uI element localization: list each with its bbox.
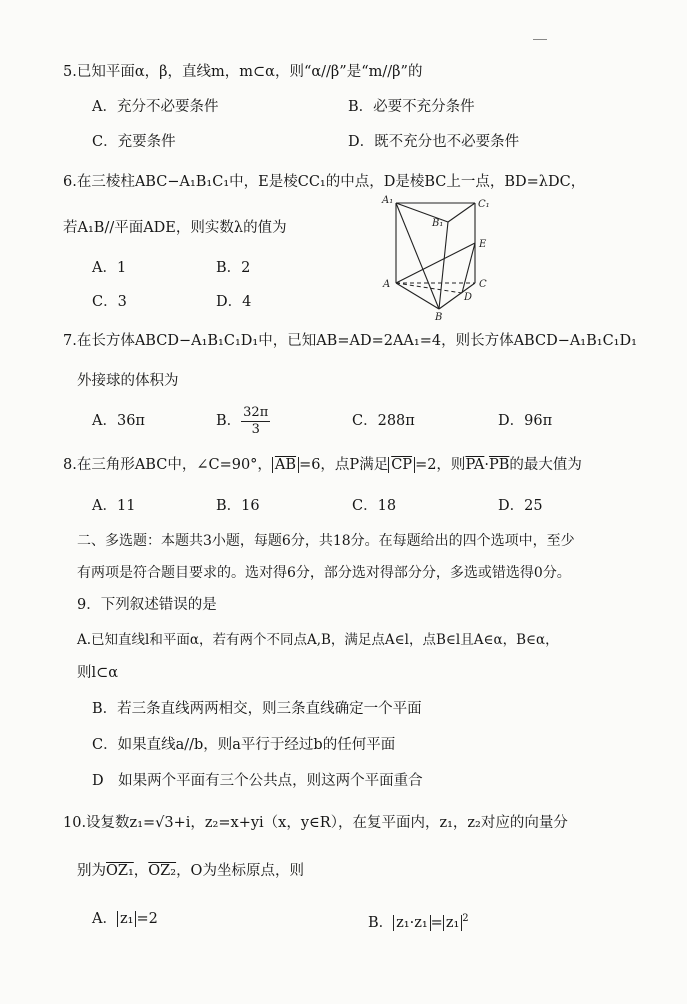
q8-stem-part1: 8.在三角形ABC中，∠C=90°，	[63, 457, 272, 473]
q9-option-a-line1: A.已知直线l和平面α，若有两个不同点A,B，满足点A∈l，点B∈l且A∈α，B∈α，	[77, 632, 559, 648]
q8-option-b: B．16	[216, 498, 260, 514]
q7-option-c: C．288π	[352, 413, 415, 429]
q5-option-b: B．必要不充分条件	[348, 99, 475, 115]
q6-option-c: C．3	[92, 294, 127, 310]
q6-stem-line2: 若A₁B//平面ADE，则实数λ的值为	[63, 220, 287, 236]
section2-line2: 有两项是符合题目要求的。选对得6分，部分选对得部分分，多选或错选得0分。	[77, 565, 571, 581]
q9-option-d: D 如果两个平面有三个公共点，则这两个平面重合	[92, 773, 423, 789]
fraction-denominator: 3	[251, 421, 260, 437]
vector-pa: $\overline{PA}$	[465, 457, 485, 473]
q5-option-d: D．既不充分也不必要条件	[348, 134, 520, 150]
label-a: A	[383, 279, 391, 290]
vector-ab-magnitude: $\overline{AB}$	[272, 457, 299, 473]
section2-line1: 二、多选题：本题共3小题，每题6分，共18分。在每题给出的四个选项中，至少	[77, 533, 575, 549]
q8-option-c: C．18	[352, 498, 397, 514]
label-b: B	[435, 312, 443, 321]
modulus-z1-right: z₁	[443, 915, 462, 931]
q10-option-a-prefix: A．	[92, 911, 117, 927]
q8-stem-part3: =2，则	[415, 457, 466, 473]
q7-option-d: D．96π	[498, 413, 553, 429]
q10-option-a	[92, 909, 158, 929]
q10-option-b-prefix: B．	[368, 914, 394, 931]
q9-option-a-line2: 则l⊂α	[77, 665, 119, 681]
q9-option-b: B．若三条直线两两相交，则三条直线确定一个平面	[92, 701, 422, 717]
equals-sign: =	[430, 914, 443, 931]
q7-option-b	[216, 402, 270, 440]
label-c1: C₁	[478, 199, 490, 210]
q10-option-b	[368, 909, 469, 933]
q6-option-b: B．2	[216, 260, 251, 276]
vector-oz2: OZ₂	[148, 863, 177, 879]
label-c: C	[479, 279, 487, 290]
q10-stem-line1: 10.设复数z₁=√3+i，z₂=x+yi（x，y∈R），在复平面内，z₁，z₂对应的向量分	[63, 815, 568, 831]
modulus-z1-product: z₁·z₁	[393, 915, 431, 931]
q10-stem-line2	[77, 861, 304, 881]
q6-option-a: A．1	[92, 260, 127, 276]
q7-stem-line2: 外接球的体积为	[77, 373, 179, 389]
q8-stem	[63, 455, 582, 475]
q8-stem-part4: 的最大值为	[509, 457, 582, 473]
q8-option-a: A．11	[92, 498, 136, 514]
label-b1: B₁	[432, 218, 444, 229]
vector-cp-magnitude: $\overline{CP}$	[388, 457, 415, 473]
q10-separator: ，	[133, 863, 149, 879]
q9-option-c: C．如果直线a//b，则a平行于经过b的任何平面	[92, 737, 396, 753]
q5-stem: 5.已知平面α，β，直线m，m⊂α，则“α//β”是“m//β”的	[63, 64, 423, 80]
dot-operator: ·	[484, 457, 489, 473]
exponent: 2	[462, 913, 469, 924]
q7-option-a: A．36π	[92, 413, 145, 429]
q8-stem-part2: =6，点P满足	[299, 457, 389, 473]
vector-oz1: OZ₁	[106, 863, 134, 879]
scan-mark	[533, 39, 547, 40]
q7-stem-line1: 7.在长方体ABCD−A₁B₁C₁D₁中，已知AB=AD=2AA₁=4，则长方体ABCD−A₁B₁C₁D₁	[63, 333, 637, 349]
q7-option-b-fraction	[241, 405, 270, 438]
vector-pb: $\overline{PB}$	[488, 457, 510, 473]
q8-option-d: D．25	[498, 498, 543, 514]
label-d: D	[464, 292, 473, 303]
q5-option-a: A．充分不必要条件	[92, 99, 219, 115]
q7-option-b-prefix: B．	[216, 413, 242, 429]
label-e: E	[479, 239, 487, 250]
prism-figure	[376, 193, 500, 321]
label-a1: A₁	[382, 195, 394, 206]
q10-stem-part2: ，O为坐标原点，则	[176, 863, 304, 879]
modulus-z1: z₁	[117, 911, 136, 927]
q6-stem-line1: 6.在三棱柱ABC−A₁B₁C₁中，E是棱CC₁的中点，D是棱BC上一点，BD=λDC，	[63, 174, 586, 190]
q5-option-c: C．充要条件	[92, 134, 176, 150]
q10-stem-part1: 别为	[77, 863, 106, 879]
q10-option-a-rest: =2	[136, 911, 158, 927]
q9-stem: 9．下列叙述错误的是	[77, 597, 217, 613]
fraction-numerator: 32π	[243, 404, 269, 420]
q6-option-d: D．4	[216, 294, 252, 310]
